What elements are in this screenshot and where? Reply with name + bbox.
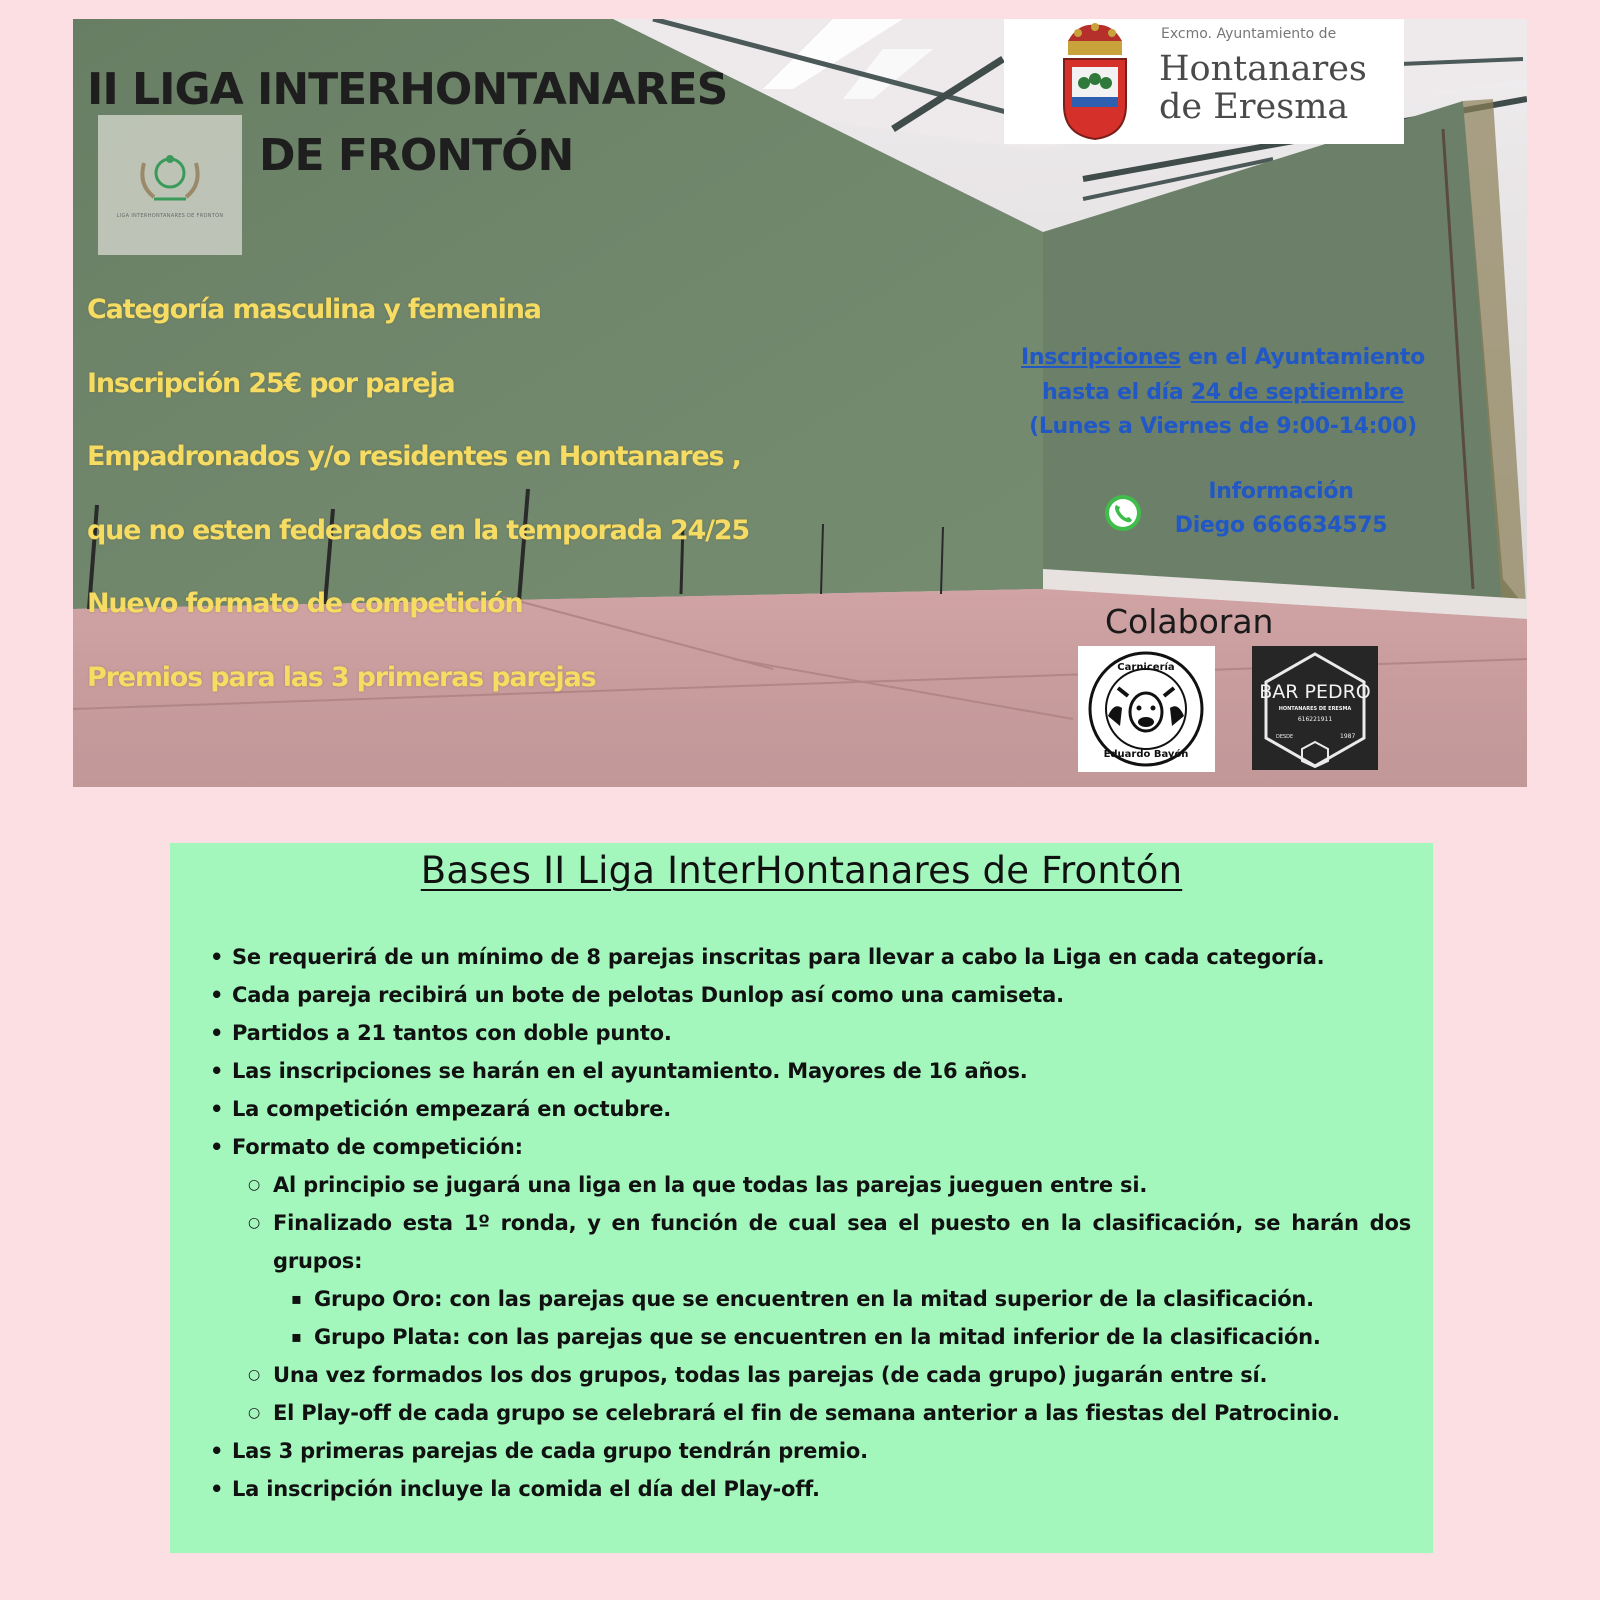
rule-subitem: ○ Al principio se jugará una liga en la que todas las parejas jueguen entre si. xyxy=(208,1166,1411,1204)
inscription-text: en el Ayuntamiento xyxy=(1180,345,1425,370)
rule-subitem: ○ El Play-off de cada grupo se celebrará el fin de semana anterior a las fiestas del Patrocinio. xyxy=(208,1394,1411,1432)
feature-item: Empadronados y/o residentes en Hontanares , xyxy=(87,441,741,472)
rule-subitem: ○ Finalizado esta 1º ronda, y en función de cual sea el puesto en la clasificación, se harán dos grupos: xyxy=(208,1204,1411,1280)
rule-item: • Las 3 primeras parejas de cada grupo tendrán premio. xyxy=(208,1432,1411,1470)
rule-item: • La competición empezará en octubre. xyxy=(208,1090,1411,1128)
bar-logo-icon xyxy=(1252,646,1378,770)
poster-title-line1: II LIGA INTERHONTANARES xyxy=(87,64,728,115)
bar-logo-subtitle: HONTANARES DE ERESMA xyxy=(1278,706,1352,712)
council-town xyxy=(1159,50,1367,126)
rule-item: • Cada pareja recibirá un bote de pelotas Dunlop así como una camiseta. xyxy=(208,976,1411,1014)
sponsors-heading: Colaboran xyxy=(1105,602,1274,641)
rule-item: • Formato de competición: xyxy=(208,1128,1411,1166)
bar-logo-name: BAR PEDRO xyxy=(1259,681,1371,703)
council-town-line2: de Eresma xyxy=(1159,87,1349,127)
poster-banner xyxy=(73,19,1527,787)
rule-item: • Las inscripciones se harán en el ayuntamiento. Mayores de 16 años. xyxy=(208,1052,1411,1090)
info-label: Información xyxy=(1208,479,1354,504)
feature-item: Nuevo formato de competición xyxy=(87,588,523,619)
league-emblem-icon xyxy=(134,151,206,211)
poster-title-line2: DE FRONTÓN xyxy=(259,130,574,181)
butcher-logo-top: Carnicería xyxy=(1117,662,1175,673)
info-contact[interactable]: Diego 666634575 xyxy=(1174,513,1388,538)
rule-item: • La inscripción incluye la comida el día del Play-off. xyxy=(208,1470,1411,1508)
inscription-link[interactable]: Inscripciones xyxy=(1021,345,1181,370)
rule-item: • Se requerirá de un mínimo de 8 parejas inscritas para llevar a cabo la Liga en cada categoría. xyxy=(208,938,1411,976)
sponsor-bar xyxy=(1252,646,1378,770)
butcher-logo-icon xyxy=(1078,646,1215,772)
butcher-logo-bottom: Eduardo Bayón xyxy=(1103,749,1189,760)
league-logo xyxy=(98,115,242,255)
council-town-line1: Hontanares xyxy=(1159,49,1367,89)
bar-logo-desde: DESDE xyxy=(1276,734,1294,740)
feature-item: Premios para las 3 primeras parejas xyxy=(87,661,596,693)
rule-subsubitem: ▪ Grupo Plata: con las parejas que se encuentren en la mitad inferior de la clasificación. xyxy=(208,1318,1411,1356)
sponsor-butcher xyxy=(1078,646,1215,772)
rules-panel xyxy=(170,843,1433,1553)
rule-subitem: ○ Una vez formados los dos grupos, todas las parejas (de cada grupo) jugarán entre sí. xyxy=(208,1356,1411,1394)
feature-item: Inscripción 25€ por pareja xyxy=(87,367,455,399)
league-logo-caption: LIGA INTERHONTANARES DE FRONTÓN xyxy=(116,213,224,219)
deadline-link[interactable]: 24 de septiembre xyxy=(1190,379,1404,405)
rule-subsubitem: ▪ Grupo Oro: con las parejas que se encuentren en la mitad superior de la clasificación. xyxy=(208,1280,1411,1318)
deadline-text: hasta el día xyxy=(1042,379,1191,405)
council-logo xyxy=(1004,19,1404,144)
rules-title: Bases II Liga InterHontanares de Frontón xyxy=(420,849,1183,892)
bar-logo-phone: 616221911 xyxy=(1297,716,1333,723)
feature-item: Categoría masculina y femenina xyxy=(87,294,541,325)
feature-list xyxy=(87,289,749,730)
feature-item: que no esten federados en la temporada 24/25 xyxy=(87,514,749,546)
inscription-info xyxy=(998,341,1448,445)
coat-of-arms-icon xyxy=(1058,23,1132,141)
council-excmo: Excmo. Ayuntamiento de xyxy=(1161,26,1337,42)
office-hours: (Lunes a Viernes de 9:00-14:00) xyxy=(1029,414,1417,439)
rules-list xyxy=(208,938,1411,1508)
rule-item: • Partidos a 21 tantos con doble punto. xyxy=(208,1014,1411,1052)
bar-logo-year: 1987 xyxy=(1340,733,1356,740)
